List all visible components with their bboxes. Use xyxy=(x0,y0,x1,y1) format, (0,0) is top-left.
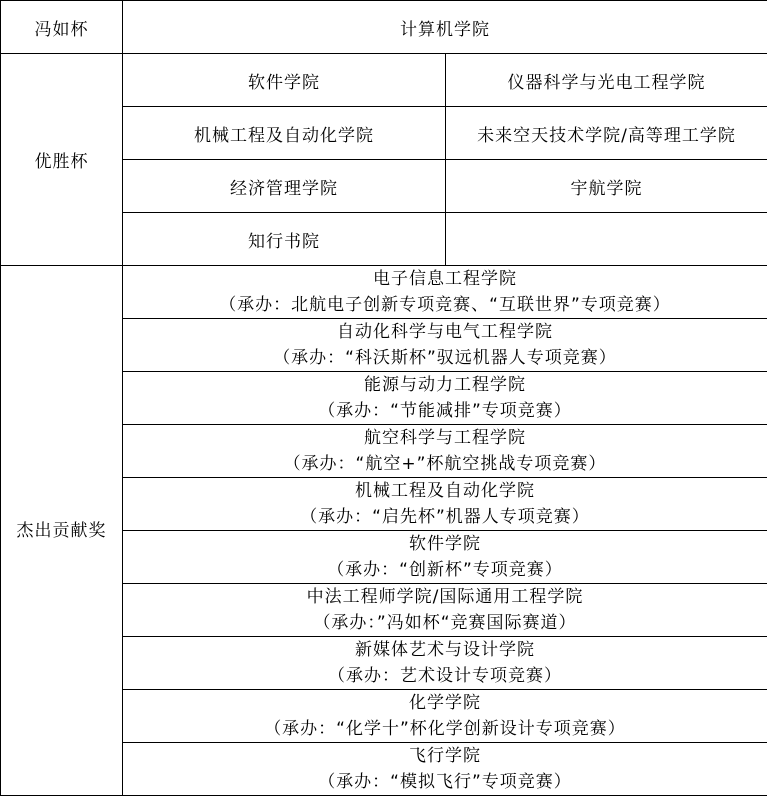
category-cell: 优胜杯 xyxy=(1,54,123,266)
contribution-cell xyxy=(123,743,767,796)
college-name: 机械工程及自动化学院 xyxy=(355,481,535,501)
category-cell: 冯如杯 xyxy=(1,1,123,54)
host-note: （承办：“化学十”杯化学创新设计专项竞赛） xyxy=(264,719,626,739)
host-note: （承办：北航电子创新专项竞赛、“互联世界”专项竞赛） xyxy=(219,295,671,315)
contribution-cell xyxy=(123,584,767,637)
college-name: 自动化科学与电气工程学院 xyxy=(337,322,553,342)
table-row xyxy=(1,266,767,319)
category-cell: 杰出贡献奖 xyxy=(1,266,123,796)
college-name: 电子信息工程学院 xyxy=(373,269,517,289)
contribution-cell xyxy=(123,372,767,425)
contribution-cell xyxy=(123,478,767,531)
host-note: （承办：“节能减排”专项竞赛） xyxy=(318,401,572,421)
host-note: （承办：“科沃斯杯”驭远机器人专项竞赛） xyxy=(273,348,617,368)
contribution-cell xyxy=(123,319,767,372)
college-cell: 机械工程及自动化学院 xyxy=(123,107,446,160)
college-cell: 宇航学院 xyxy=(446,160,767,213)
contribution-cell xyxy=(123,425,767,478)
empty-cell xyxy=(446,213,767,266)
host-note: （承办：“启先杯”机器人专项竞赛） xyxy=(300,507,590,527)
college-cell: 软件学院 xyxy=(123,54,446,107)
college-name: 飞行学院 xyxy=(409,746,481,766)
host-note: （承办：“航空+”杯航空挑战专项竞赛） xyxy=(283,454,607,474)
table-row xyxy=(1,54,767,107)
host-note: （承办：“创新杯”专项竞赛） xyxy=(327,560,563,580)
college-name: 化学学院 xyxy=(409,693,481,713)
college-name: 新媒体艺术与设计学院 xyxy=(355,640,535,660)
host-note: （承办：艺术设计专项竞赛） xyxy=(328,666,562,686)
college-cell: 经济管理学院 xyxy=(123,160,446,213)
contribution-cell xyxy=(123,690,767,743)
contribution-cell xyxy=(123,637,767,690)
host-note: （承办：”冯如杯“竞赛国际赛道） xyxy=(313,613,577,633)
college-name: 能源与动力工程学院 xyxy=(364,375,526,395)
college-cell: 知行书院 xyxy=(123,213,446,266)
contribution-cell xyxy=(123,266,767,319)
college-cell: 仪器科学与光电工程学院 xyxy=(446,54,767,107)
college-name: 软件学院 xyxy=(409,534,481,554)
college-cell: 未来空天技术学院/高等理工学院 xyxy=(446,107,767,160)
contribution-cell xyxy=(123,531,767,584)
college-name: 中法工程师学院/国际通用工程学院 xyxy=(306,587,584,607)
host-note: （承办：“模拟飞行”专项竞赛） xyxy=(318,772,572,792)
college-cell: 计算机学院 xyxy=(123,1,767,54)
college-name: 航空科学与工程学院 xyxy=(364,428,526,448)
table-row xyxy=(1,1,767,54)
